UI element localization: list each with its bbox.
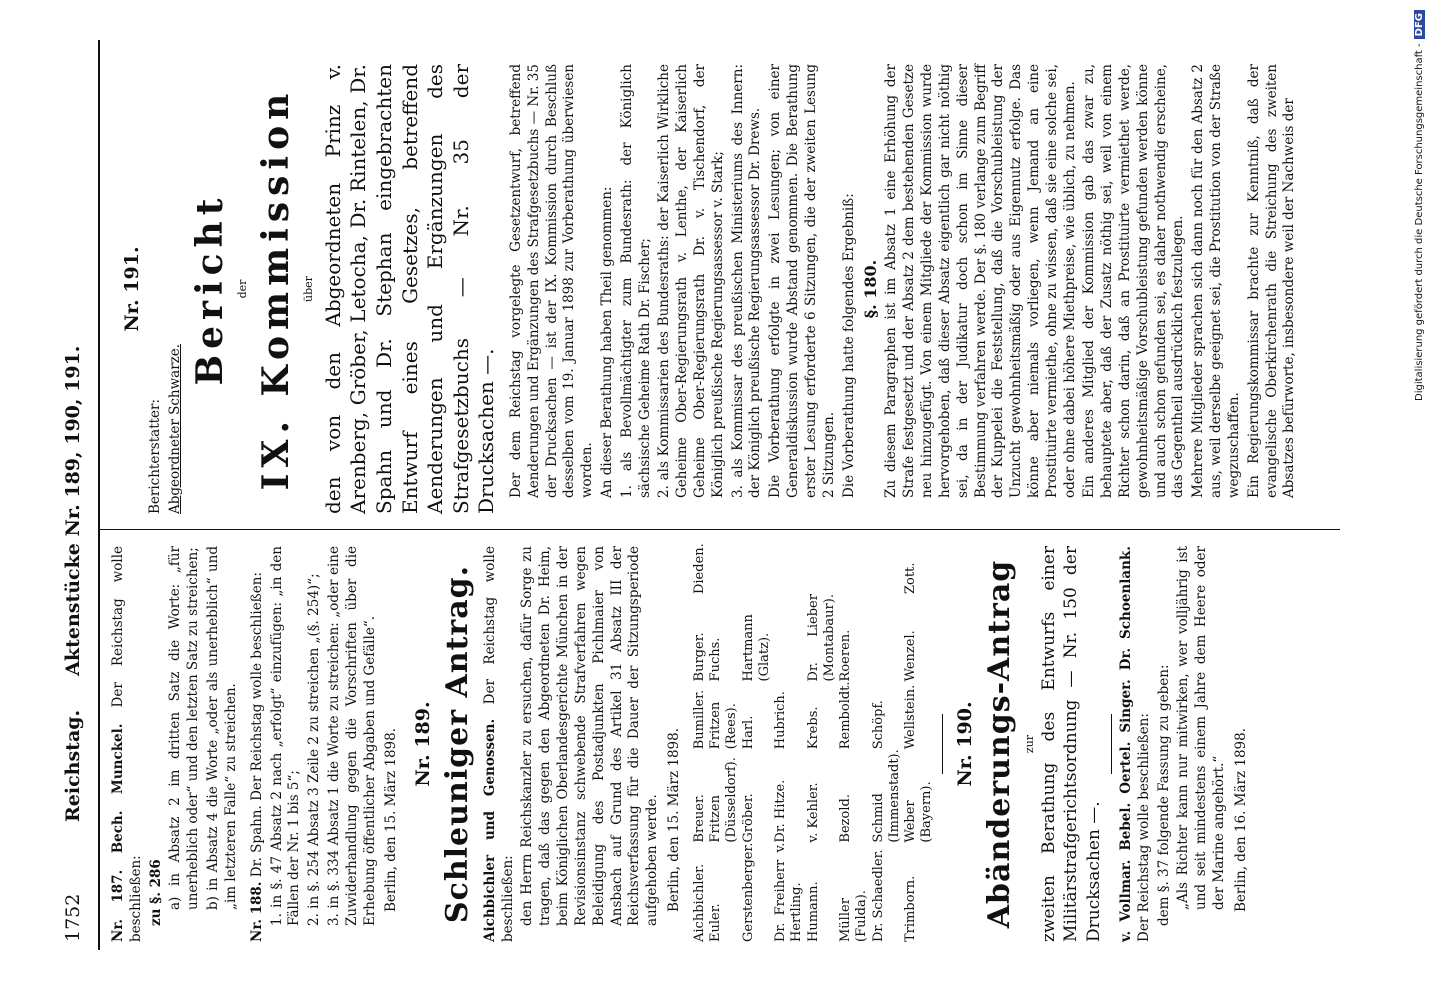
report-p3: Die Vorberathung erfolgte in zwei Lesungen; von einer Generaldiskussion wurde Abstand genommen. Die Berathung erster Lesung erforderte 6 Sitzungen, die der zweiten Lesung 2 Sitzungen. — [767, 64, 837, 498]
motion-189-date: Berlin, den 15. März 1898. — [665, 727, 682, 912]
signature-name: Dieden. — [691, 543, 707, 595]
credit-text: Digitalisierung gefördert durch die Deutsche Forschungsgemeinschaft - — [1414, 43, 1425, 401]
section-rule — [942, 714, 943, 774]
header-title: Aktenstücke Nr. 189, 190, 191. — [62, 345, 84, 676]
number-191: Nr. 191. — [121, 246, 143, 332]
commission-heading: IX. Kommission — [254, 87, 297, 491]
header-rule — [98, 40, 100, 950]
reporter-name: Abgeordneter Schwarze. — [166, 343, 183, 514]
report-p2: An dieser Berathung haben Theil genommen: — [598, 186, 615, 498]
signature-name: Hubrich. — [773, 691, 789, 750]
section-rule-2 — [1111, 714, 1112, 774]
motion-187-b: b) in Absatz 4 die Worte „oder als unerheblich“ und „im letzteren Falle“ zu streichen. — [205, 546, 239, 910]
signature-name: Trimborn. — [903, 875, 919, 942]
signature-name: Müller (Fulda). — [838, 890, 870, 942]
signature-name — [838, 543, 871, 594]
signature-name: Schmid (Immenstadt). — [870, 749, 902, 843]
signature-name — [741, 543, 774, 594]
signature-name — [708, 543, 741, 594]
report-p5: Zu diesem Paragraphen ist im Absatz 1 eine Erhöhung der Strafe festgesetzt und der Absatz 2 dem bestehenden Gesetze neu hinzugefügt. Von einem Mitgliede der Kommission wurde hervorgehoben, daß dieser Absatz eigentlich gar nicht nöthig sei, da in der Judikatur doch schon im Sinne dieser Bestimmung verfahren werde. Der §. 180 verlange zum Begriff der Kuppelei die Feststellung, daß die Vorschubleistung der Unzucht gewohnheitsmäßig oder aus Eigennutz erfolge. Das könne aber niemals vorliegen, wenn Jemand an eine Prostituirte vermiethe, ohne zu wissen, daß sie eine solche sei, oder ohne dabei höhere Miethpreise, wie üblich, zu nehmen. — [883, 64, 1078, 498]
motion-188-item-1: 1. in §. 47 Absatz 2 nach „erfolgt“ einzufügen: „in den Fällen der Nr. 1 bis 5“; — [268, 546, 303, 926]
signature-name: Remboldt. — [838, 681, 854, 750]
report-p1: Der dem Reichstag vorgelegte Gesetzentwurf, betreffend Aenderungen und Ergänzungen des Strafgesetzbuchs — Nr. 35 der Drucksachen — ist der IX. Kommission durch Beschluß desselben vom 19. Januar 1898 zur Vorberathung überwiesen worden. — [507, 64, 596, 498]
zur-label: zur — [1023, 734, 1037, 754]
signature-name: Breuer. — [691, 794, 707, 843]
signature-name: Dr. Freiherr v. Hertling. — [773, 842, 805, 942]
signature-name: Schöpf. — [870, 700, 886, 750]
left-column — [110, 543, 1259, 942]
page-number: 1752 — [62, 893, 84, 942]
column-divider — [98, 529, 1340, 530]
title-190: Abänderungs-Antrag — [981, 559, 1017, 929]
motion-188-date: Berlin, den 15. März 1898. — [383, 727, 400, 912]
signature-name: Bezold. — [838, 794, 854, 843]
signature-name: Krebs. — [805, 706, 821, 750]
signature-name: Fuchs. — [708, 637, 724, 682]
report-p8: Ein Regierungskommissar brachte zur Kenntniß, daß der evangelische Oberkirchenrath die Streichung des zweiten Absatzes befürworte, insbesondere weil der Nachweis der — [1245, 64, 1298, 498]
report-list-1: 1. als Bevollmächtigter zum Bundesrath: der Königlich sächsische Geheime Rath Dr. Fischer; — [618, 64, 653, 498]
report-p7: Mehrere Mitglieder sprachen sich dann noch für den Absatz 2 aus, weil derselbe geeignet sei, die Prostitution von der Straße wegzuschaffen. — [1190, 64, 1242, 498]
document-sheet — [40, 0, 1340, 1000]
signature-name: Fritzen (Rees). — [708, 701, 740, 750]
motion-188-item-2: 2. in §. 254 Absatz 3 Zeile 2 zu streichen „(§. 254)“; — [306, 573, 323, 926]
signature-name: Wenzel. — [903, 630, 919, 682]
reporter-label: Berichterstatter: — [147, 398, 164, 514]
motion-188: Nr. 188. Dr. Spahn. Der Reichstag wolle beschließen: — [248, 572, 265, 942]
signature-name: Wellstein. — [903, 684, 919, 750]
signature-name: Roeren. — [838, 629, 854, 682]
right-column — [110, 64, 1301, 514]
signature-name: Bumiller. — [691, 689, 707, 750]
motion-187: Nr. 187. Bech. Munckel. Der Reichstag wolle beschließen: — [110, 546, 144, 942]
motion-187-section: zu §. 286 — [147, 859, 164, 926]
header-left: Reichstag. — [62, 709, 84, 822]
signature-name: v. Kehler. — [805, 782, 821, 843]
signature-name: Gerstenberger. — [740, 842, 756, 942]
signature-name — [806, 543, 839, 594]
dfg-badge: DFG — [1414, 10, 1425, 39]
signature-name: Dr. Lieber (Montabaur). — [805, 594, 837, 682]
signature-name: Fritzen (Düsseldorf). — [708, 757, 740, 843]
report-list-2: 2. als Kommissarien des Bundesraths: der Kaiserlich Wirkliche Geheime Ober-Regierungsrath v. Lenthe, der Kaiserlich Geheime Ober-Regierungsrath Dr. v. Tischendorf, der Königlich preußische Regierungsassessor v. Stark; — [656, 64, 726, 498]
report-list-3: 3. als Kommissar des preußischen Ministeriums des Innern: der Königlich preußische Regierungsassessor Dr. Drews. — [729, 64, 764, 498]
report-title: den von den Abgeordneten Prinz v. Arenberg, Gröber, Letocha, Dr. Rintelen, Dr. Spahn und Dr. Stephan eingebrachten Entwurf eines Gesetzes, betreffend Aenderungen und Ergänzungen des Strafgesetzbuchs — Nr. 35 der Drucksachen —. — [320, 64, 499, 514]
signature-name — [871, 594, 904, 681]
signature-name: Harl. — [740, 715, 756, 750]
motion-190-subject: zweiten Berathung des Entwurfs einer Militärstrafgerichtsordnung — Nr. 150 der Drucksachen —. — [1038, 546, 1104, 942]
motion-189-lead: Aichbichler und Genossen. Der Reichstag wolle beschließen: — [481, 546, 516, 942]
number-190: Nr. 190. — [953, 701, 976, 787]
signature-name: Euler. — [708, 903, 724, 942]
motion-190-section: dem §. 37 folgende Fassung zu geben: — [1155, 664, 1172, 926]
signature-name: Zott. — [903, 562, 919, 595]
motion-190-date: Berlin, den 16. März 1898. — [1232, 727, 1249, 912]
ueber-label: über — [302, 276, 316, 302]
motion-190-lead: v. Vollmar. Bebel. Oertel. Singer. Dr. Schoenlank. Der Reichstag wolle beschließen: — [1118, 546, 1152, 942]
signature-name: Hartmann (Glatz). — [740, 614, 772, 682]
signature-name — [871, 543, 904, 594]
report-p4: Die Vorberathung hatte folgendes Ergebniß: — [840, 193, 857, 498]
motion-189-body: den Herrn Reichskanzler zu ersuchen, dafür Sorge zu tragen, daß das gegen den Abgeordneten Dr. Heim, beim Königlichen Oberlandesgerichte München in der Revisionsinstanz schwebende Strafverfahren wegen Beleidigung des Postadjunkten Pichlmaier von Ansbach auf Grund des Artikel 31 Absatz III der Reichsverfassung für die Dauer der Sitzungsperiode aufgehoben werde. — [519, 546, 661, 926]
signature-name — [773, 594, 806, 681]
report-heading: Bericht — [188, 192, 231, 386]
number-189: Nr. 189. — [412, 701, 435, 787]
signature-name: Aichbichler. — [691, 863, 707, 942]
signature-name: Burger. — [691, 632, 707, 682]
motion-190-quote: „Als Richter kann nur mitwirken, wer volljährig ist und seit mindestens einem Jahre dem Heere oder der Marine angehört.“ — [1175, 546, 1228, 910]
der-label: der — [236, 279, 250, 299]
motion-188-item-3: 3. in §. 334 Absatz 1 die Worte zu streichen: „oder eine Zuwiderhandlung gegen die Vorschriften über die Erhebung öffentlicher Abgaben und Gefälle“. — [325, 546, 378, 926]
signature-name: Gröber. — [740, 793, 756, 843]
signature-name — [773, 543, 806, 594]
page-header — [62, 40, 92, 942]
signature-name: Humann. — [805, 881, 821, 942]
title-189: Schleuniger Antrag. — [440, 564, 476, 924]
signature-name: Dr. Hitze. — [773, 779, 789, 843]
signature-name: Weber (Bayern). — [903, 781, 935, 843]
report-p6: Ein anderes Mitglied der Kommission gab das zwar zu, behauptete aber, daß der Zusatz nöthig sei, weil von einem Richter schon darin, daß an Prostituirte vermiethet werde, gewohnheitsmäßige Vorschubleistung gefunden werden könne und auch schon gefunden sei, es daher nothwendig erscheine, das Gegentheil ausdrücklich festzulegen. — [1081, 64, 1187, 498]
side-credit — [1414, 10, 1434, 990]
section-180-heading: §. 180. — [861, 259, 881, 319]
motion-187-a: a) in Absatz 2 im dritten Satz die Worte: „für unerheblich oder“ und den letzten Satz zu streichen; — [167, 546, 202, 910]
signature-list — [691, 543, 936, 942]
signature-name: Dr. Schaedler. — [870, 849, 886, 942]
